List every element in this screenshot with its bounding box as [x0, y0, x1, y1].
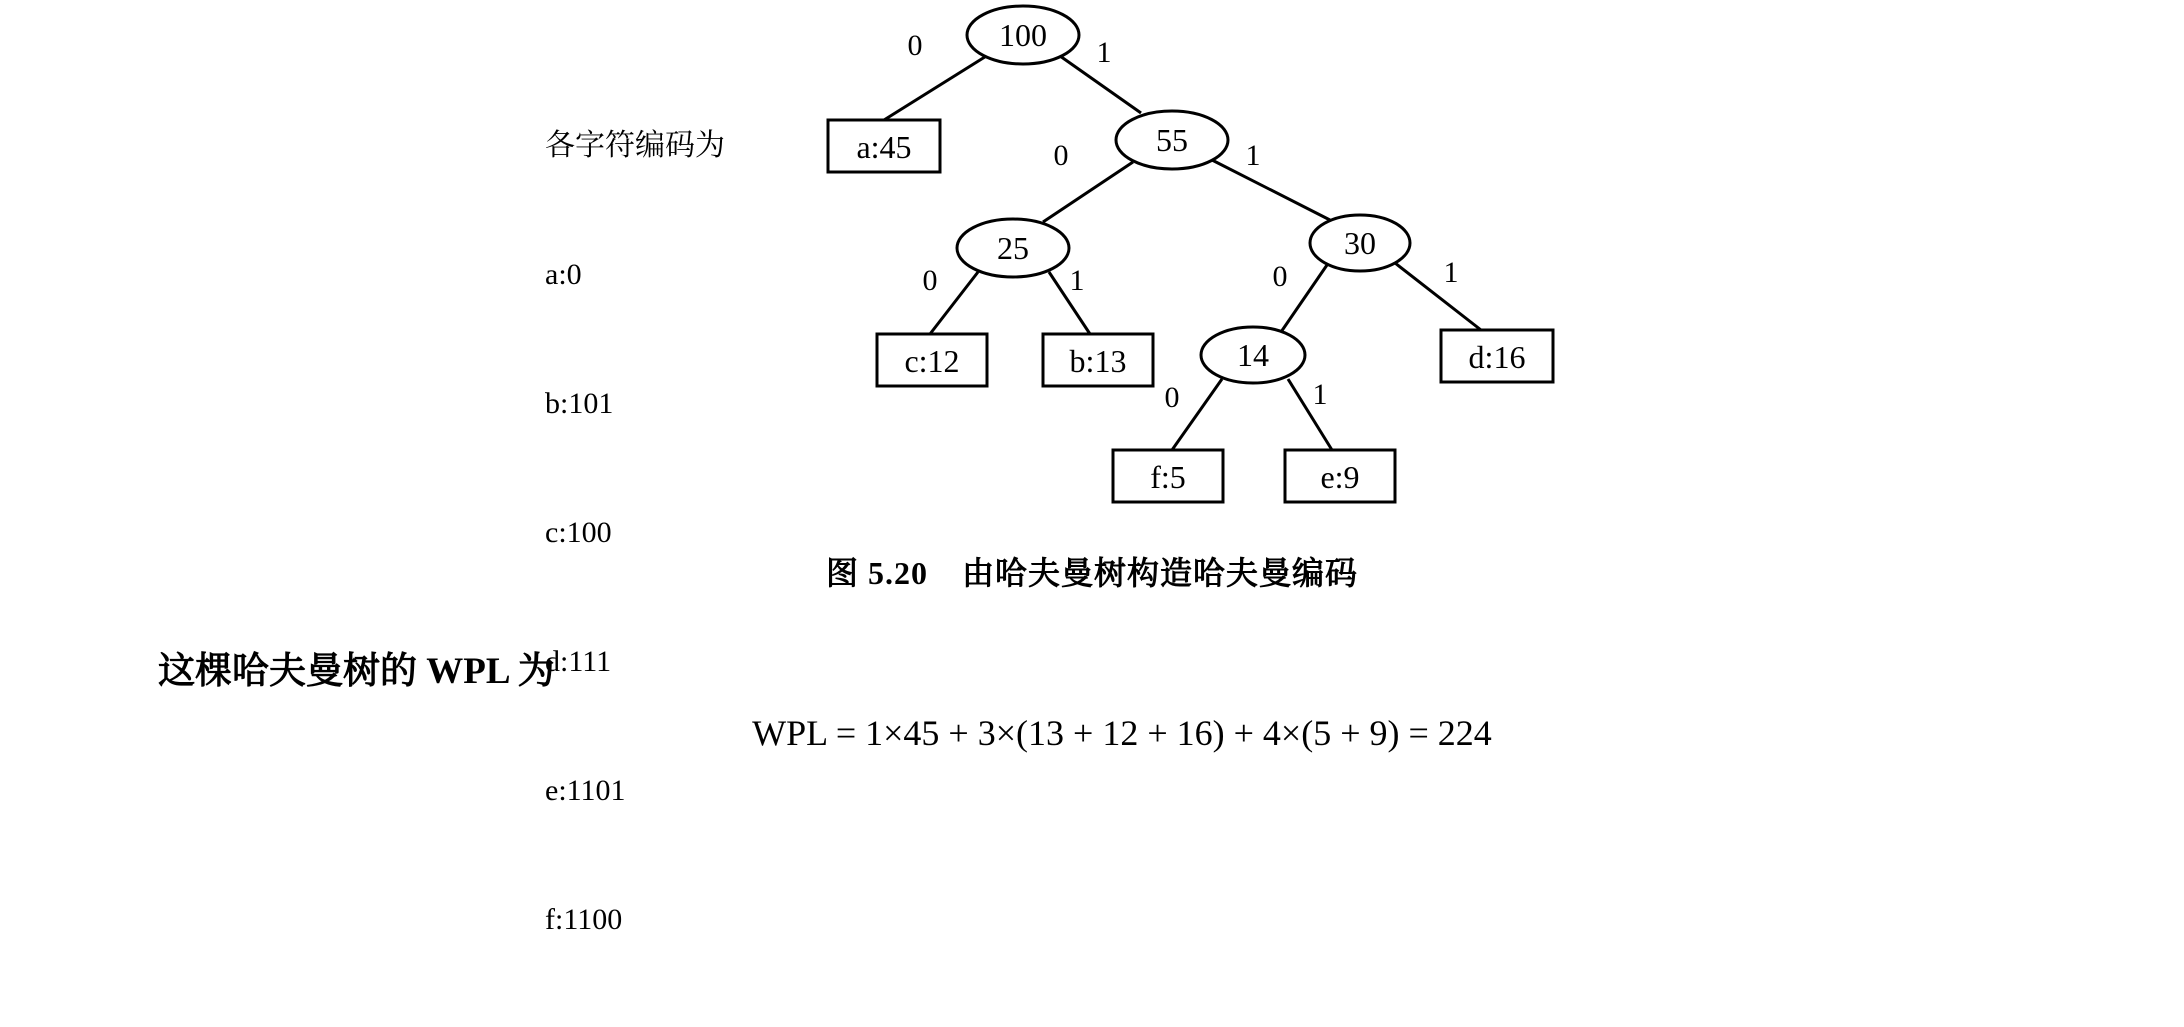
figure-caption [0, 548, 2184, 594]
legend-item-f: f:1100 [545, 903, 623, 936]
edge-n55-n30 [1212, 160, 1330, 220]
edge-label-n55-n25: 0 [1053, 139, 1069, 172]
figure-title: 由哈夫曼树构造哈夫曼编码 [962, 555, 1359, 591]
legend-item-d: d:111 [545, 645, 612, 678]
edge-n30-d [1395, 263, 1481, 330]
body-paragraph: 这棵哈夫曼树的 WPL 为 [158, 651, 555, 692]
legend-item-b: b:101 [545, 387, 614, 420]
edge-root-a [884, 55, 988, 120]
tree-leaf-nodes [828, 120, 1553, 502]
figure-number: 图 5.20 [825, 555, 928, 591]
legend-item-e: e:1101 [545, 774, 626, 807]
edge-label-n30-n14: 0 [1272, 260, 1288, 293]
legend-item-c: c:100 [545, 516, 612, 549]
node-n25-label: 25 [997, 230, 1029, 266]
leaf-f-label: f:5 [1150, 459, 1186, 495]
edge-label-n25-b: 1 [1069, 264, 1085, 297]
node-n30-label: 30 [1344, 225, 1376, 261]
edge-label-root-a: 0 [907, 29, 923, 62]
node-n14-label: 14 [1237, 337, 1269, 373]
wpl-formula: WPL = 1×45 + 3×(13 + 12 + 16) + 4×(5 + 9) = 224 [752, 713, 1492, 753]
leaf-e-label: e:9 [1320, 459, 1360, 495]
node-root-label: 100 [999, 17, 1047, 53]
leaf-a-label: a:45 [856, 129, 912, 165]
leaf-d-label: d:16 [1468, 339, 1526, 375]
edge-label-root-n55: 1 [1096, 36, 1112, 69]
edge-n14-f [1172, 379, 1222, 450]
tree-internal-nodes [957, 6, 1410, 383]
legend-title: 各字符编码为 [545, 129, 725, 162]
wpl-formula-line [0, 712, 2184, 754]
legend-item-a: a:0 [545, 258, 582, 291]
edge-label-n14-e: 1 [1312, 378, 1328, 411]
edge-n30-n14 [1281, 265, 1327, 332]
node-n55-label: 55 [1156, 122, 1188, 158]
edge-label-n55-n30: 1 [1245, 139, 1261, 172]
leaf-b-label: b:13 [1069, 343, 1127, 379]
edge-label-n25-c: 0 [922, 264, 938, 297]
edge-label-n30-d: 1 [1443, 256, 1459, 289]
leaf-c-label: c:12 [904, 343, 960, 379]
edge-label-n14-f: 0 [1164, 381, 1180, 414]
